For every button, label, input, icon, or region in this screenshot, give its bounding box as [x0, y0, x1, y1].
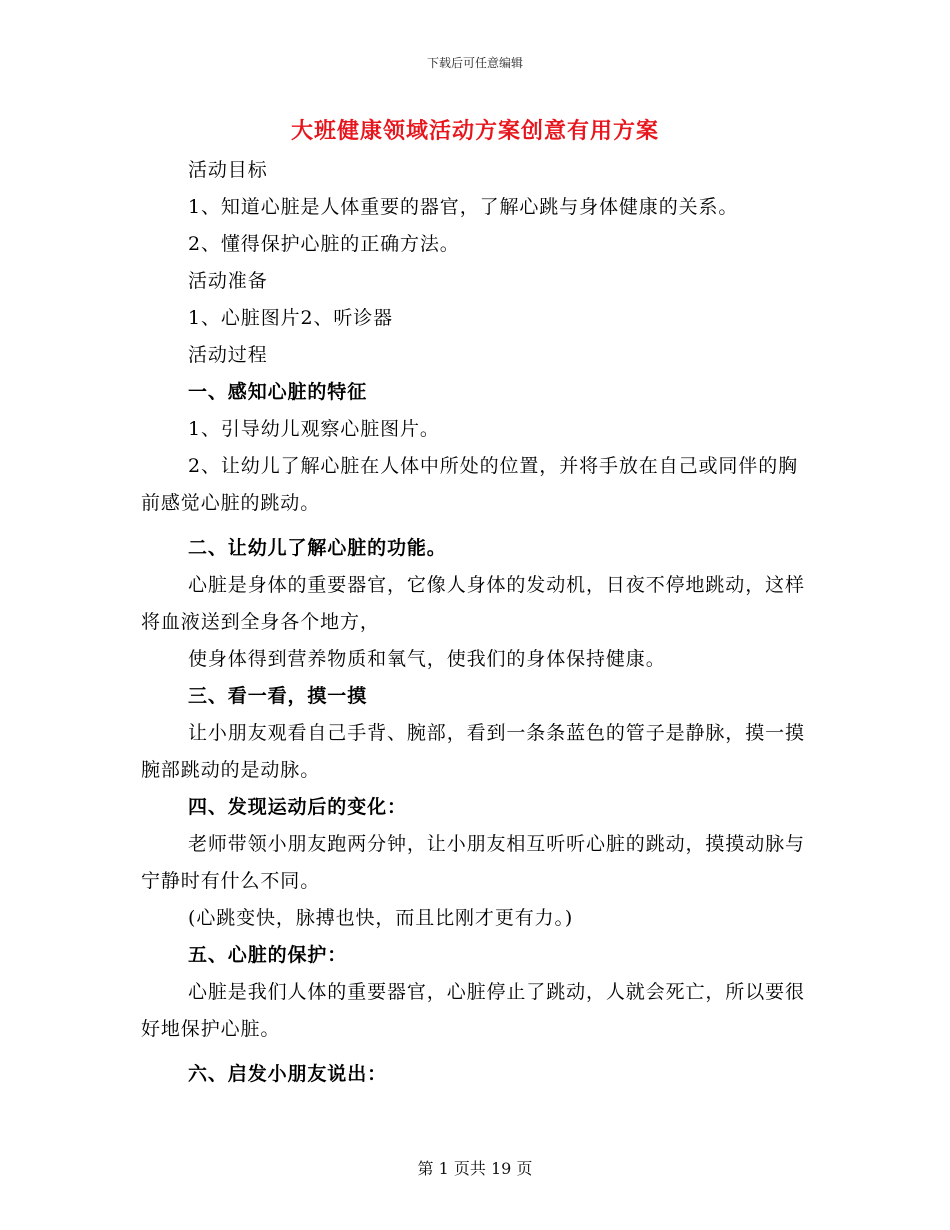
paragraph-prep-heading: 活动准备	[188, 270, 268, 292]
paragraph-section4-note: (心跳变快，脉搏也快，而且比刚才更有力。)	[188, 907, 574, 929]
paragraph-prep-items: 1、心脏图片2、听诊器	[188, 307, 394, 329]
paragraph-process-heading: 活动过程	[188, 344, 268, 366]
paragraph-goal-1: 1、知道心脏是人体重要的器官，了解心跳与身体健康的关系。	[188, 196, 739, 218]
section-heading-2: 二、让幼儿了解心脏的功能。	[188, 537, 447, 559]
document-title: 大班健康领域活动方案创意有用方案	[290, 118, 659, 144]
paragraph-section5-body: 心脏是我们人体的重要器官，心脏停止了跳动，人就会死亡，所以要很好地保护心脏。	[141, 981, 805, 1040]
section-heading-3: 三、看一看，摸一摸	[188, 685, 368, 707]
section-heading-4: 四、发现运动后的变化：	[188, 796, 407, 818]
paragraph-goal-2: 2、懂得保护心脏的正确方法。	[188, 233, 460, 255]
page-number-footer: 第 1 页共 19 页	[417, 1159, 533, 1178]
section-heading-6: 六、启发小朋友说出：	[188, 1063, 388, 1085]
paragraph-section2-cont: 使身体得到营养物质和氧气，使我们的身体保持健康。	[188, 648, 666, 670]
section-heading-1: 一、感知心脏的特征	[188, 381, 368, 403]
paragraph-section3-body: 让小朋友观看自己手背、腕部，看到一条条蓝色的管子是静脉，摸一摸腕部跳动的是动脉。	[141, 722, 805, 781]
paragraph-section2-body: 心脏是身体的重要器官，它像人身体的发动机，日夜不停地跳动，这样将血液送到全身各个地方，	[141, 574, 805, 633]
document-body	[141, 152, 806, 1093]
paragraph-section1-step2: 2、让幼儿了解心脏在人体中所处的位置，并将手放在自己或同伴的胸前感觉心脏的跳动。	[141, 455, 798, 514]
paragraph-section1-step1: 1、引导幼儿观察心脏图片。	[188, 418, 440, 440]
paragraph-goal-heading: 活动目标	[188, 159, 268, 181]
header-note: 下载后可任意编辑	[426, 56, 523, 70]
paragraph-section4-body: 老师带领小朋友跑两分钟，让小朋友相互听听心脏的跳动，摸摸动脉与宁静时有什么不同。	[141, 833, 805, 892]
section-heading-5: 五、心脏的保护：	[188, 944, 348, 966]
